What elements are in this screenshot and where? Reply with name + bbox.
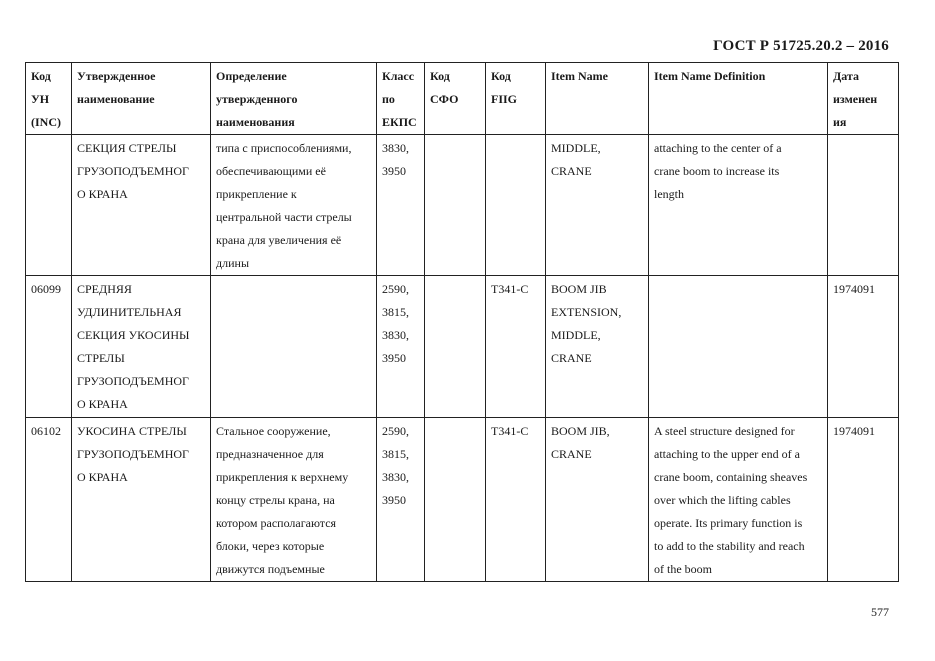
cell-code	[26, 135, 72, 276]
cell-approved-name: УКОСИНА СТРЕЛЫ ГРУЗОПОДЪЕМНОГ О КРАНА	[72, 418, 211, 582]
cell-item-definition: A steel structure designed for attaching to the upper end of a crane boom, containing sheaves over which the lifting cables operate. Its primary function is to add to the stability and reach of the boom	[649, 418, 828, 582]
cell-approved-name: СРЕДНЯЯ УДЛИНИТЕЛЬНАЯ СЕКЦИЯ УКОСИНЫ СТРЕЛЫ ГРУЗОПОДЪЕМНОГ О КРАНА	[72, 276, 211, 418]
cell-definition: типа с приспособлениями, обеспечивающими её прикрепление к центральной части стрелы крана для увеличения её длины	[211, 135, 377, 276]
cell-code: 06102	[26, 418, 72, 582]
cell-definition	[211, 276, 377, 418]
cell-item-name: MIDDLE, CRANE	[546, 135, 649, 276]
cell-item-definition: attaching to the center of a crane boom to increase its length	[649, 135, 828, 276]
header-definition: Определение утвержденного наименования	[211, 63, 377, 135]
cell-class: 2590, 3815, 3830, 3950	[377, 276, 425, 418]
cell-date	[828, 135, 899, 276]
cell-sfo	[425, 135, 486, 276]
table-row	[26, 418, 899, 582]
header-row	[26, 63, 899, 135]
cell-approved-name: СЕКЦИЯ СТРЕЛЫ ГРУЗОПОДЪЕМНОГ О КРАНА	[72, 135, 211, 276]
cell-fiig: T341-C	[486, 418, 546, 582]
header-code-fiig: Код FIIG	[486, 63, 546, 135]
gost-table	[25, 62, 899, 582]
table-row	[26, 276, 899, 418]
cell-class: 3830, 3950	[377, 135, 425, 276]
document-title: ГОСТ Р 51725.20.2 – 2016	[713, 38, 889, 54]
header-code-sfo: Код СФО	[425, 63, 486, 135]
page-number: 577	[871, 605, 889, 619]
header-item-name: Item Name	[546, 63, 649, 135]
cell-item-definition	[649, 276, 828, 418]
cell-class: 2590, 3815, 3830, 3950	[377, 418, 425, 582]
header-code-inc: Код УН (INC)	[26, 63, 72, 135]
header-item-name-definition: Item Name Definition	[649, 63, 828, 135]
cell-sfo	[425, 276, 486, 418]
cell-definition: Стальное сооружение, предназначенное для прикрепления к верхнему концу стрелы крана, на котором располагаются блоки, через которые движутся подъемные	[211, 418, 377, 582]
cell-date: 1974091	[828, 418, 899, 582]
header-approved-name: Утвержденное наименование	[72, 63, 211, 135]
cell-code: 06099	[26, 276, 72, 418]
header-class-ekps: Класс по ЕКПС	[377, 63, 425, 135]
cell-sfo	[425, 418, 486, 582]
cell-item-name: BOOM JIB, CRANE	[546, 418, 649, 582]
table-row	[26, 135, 899, 276]
cell-date: 1974091	[828, 276, 899, 418]
cell-fiig: T341-C	[486, 276, 546, 418]
cell-fiig	[486, 135, 546, 276]
cell-item-name: BOOM JIB EXTENSION, MIDDLE, CRANE	[546, 276, 649, 418]
header-change-date: Дата изменен ия	[828, 63, 899, 135]
